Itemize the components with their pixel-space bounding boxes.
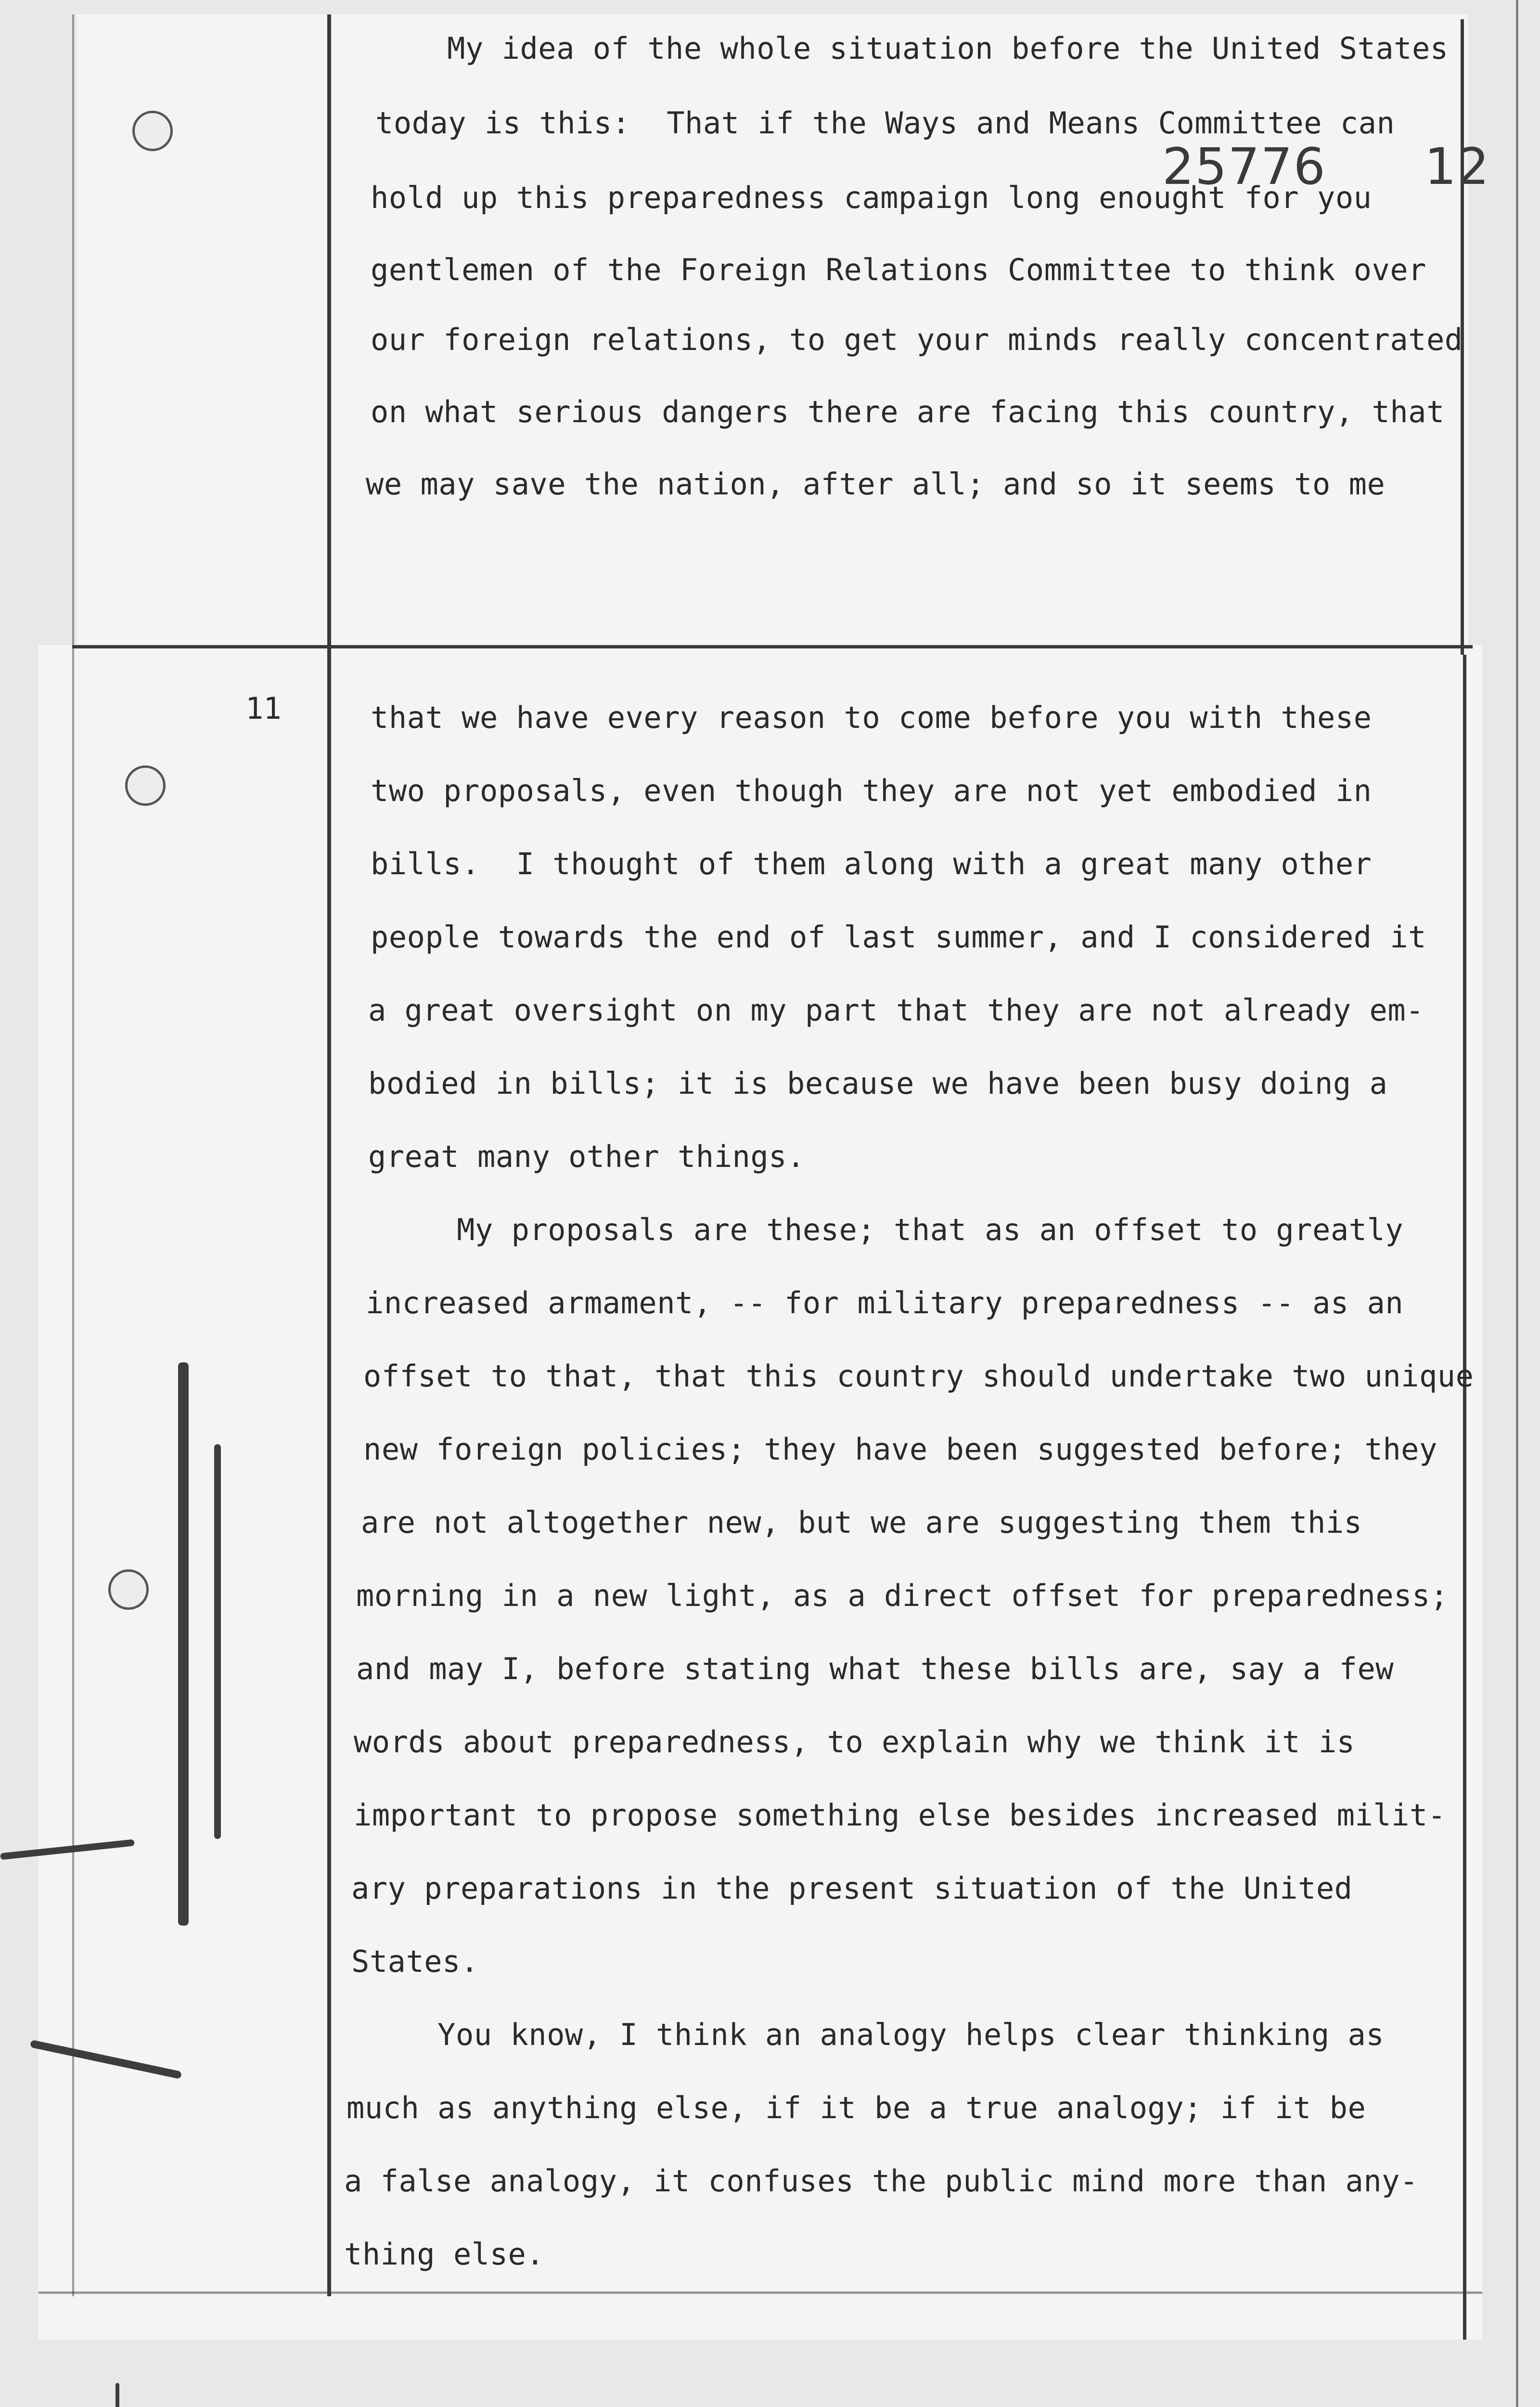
punch-hole-middle: [125, 765, 166, 806]
margin-page-marker: 11: [245, 691, 282, 726]
text-line: bills. I thought of them along with a great many other: [371, 846, 1372, 881]
text-line: new foreign policies; they have been suggested before; they: [363, 1432, 1437, 1467]
text-line: a false analogy, it confuses the public mind more than any-: [344, 2163, 1418, 2199]
text-line: two proposals, even though they are not yet embodied in: [371, 773, 1372, 808]
text-line: States.: [351, 1944, 479, 1979]
scan-streak: [214, 1444, 221, 1839]
page-number-stamp: 12: [1424, 137, 1490, 196]
bottom-sheet-right-rule: [1463, 655, 1466, 2340]
text-line: much as anything else, if it be a true analogy; if it be: [346, 2090, 1366, 2125]
text-line: are not altogether new, but we are suggesting them this: [361, 1505, 1362, 1540]
text-line: offset to that, that this country should undertake two unique: [363, 1359, 1474, 1394]
text-line: we may save the nation, after all; and so it seems to me: [366, 466, 1386, 502]
scan-streak: [178, 1362, 189, 1926]
text-line: hold up this preparedness campaign long enought for you: [371, 180, 1372, 215]
text-line: and may I, before stating what these bills are, say a few: [356, 1651, 1394, 1686]
text-line: thing else.: [344, 2237, 545, 2272]
punch-hole-top: [132, 111, 173, 151]
text-line: My idea of the whole situation before the United States: [356, 31, 1449, 66]
text-line: that we have every reason to come before you with these: [371, 700, 1372, 735]
text-line: gentlemen of the Foreign Relations Committee to think over: [371, 252, 1426, 287]
bottom-sheet: [38, 645, 1482, 2340]
bottom-sheet-bottom-edge: [38, 2291, 1482, 2294]
text-line: great many other things.: [368, 1139, 805, 1174]
text-line: today is this: That if the Ways and Means Committee can: [375, 105, 1395, 141]
text-line: You know, I think an analogy helps clear thinking as: [346, 2017, 1385, 2052]
text-line: on what serious dangers there are facing this country, that: [371, 394, 1445, 429]
bottom-sheet-left-rule: [327, 650, 331, 2296]
text-line: words about preparedness, to explain why we think it is: [354, 1724, 1355, 1760]
page-left-edge: [72, 14, 74, 2296]
scan-right-edge: [1516, 0, 1518, 2407]
top-sheet-left-rule: [327, 14, 331, 650]
text-line: a great oversight on my part that they are not already em-: [368, 993, 1424, 1028]
text-line: our foreign relations, to get your minds really concentrated: [371, 322, 1463, 357]
text-line: My proposals are these; that as an offset to greatly: [366, 1212, 1404, 1247]
text-line: morning in a new light, as a direct offset for preparedness;: [356, 1578, 1449, 1613]
section-divider: [72, 645, 1473, 648]
text-line: people towards the end of last summer, and I considered it: [371, 919, 1426, 955]
text-line: increased armament, -- for military preparedness -- as an: [366, 1285, 1404, 1320]
text-line: ary preparations in the present situation of the United: [351, 1871, 1353, 1906]
accession-number-stamp: 25776: [1162, 137, 1326, 196]
text-line: bodied in bills; it is because we have been busy doing a: [368, 1066, 1388, 1101]
scan-streak: [116, 2383, 119, 2407]
punch-hole-bottom: [108, 1569, 149, 1610]
text-line: important to propose something else besides increased milit-: [354, 1798, 1446, 1833]
